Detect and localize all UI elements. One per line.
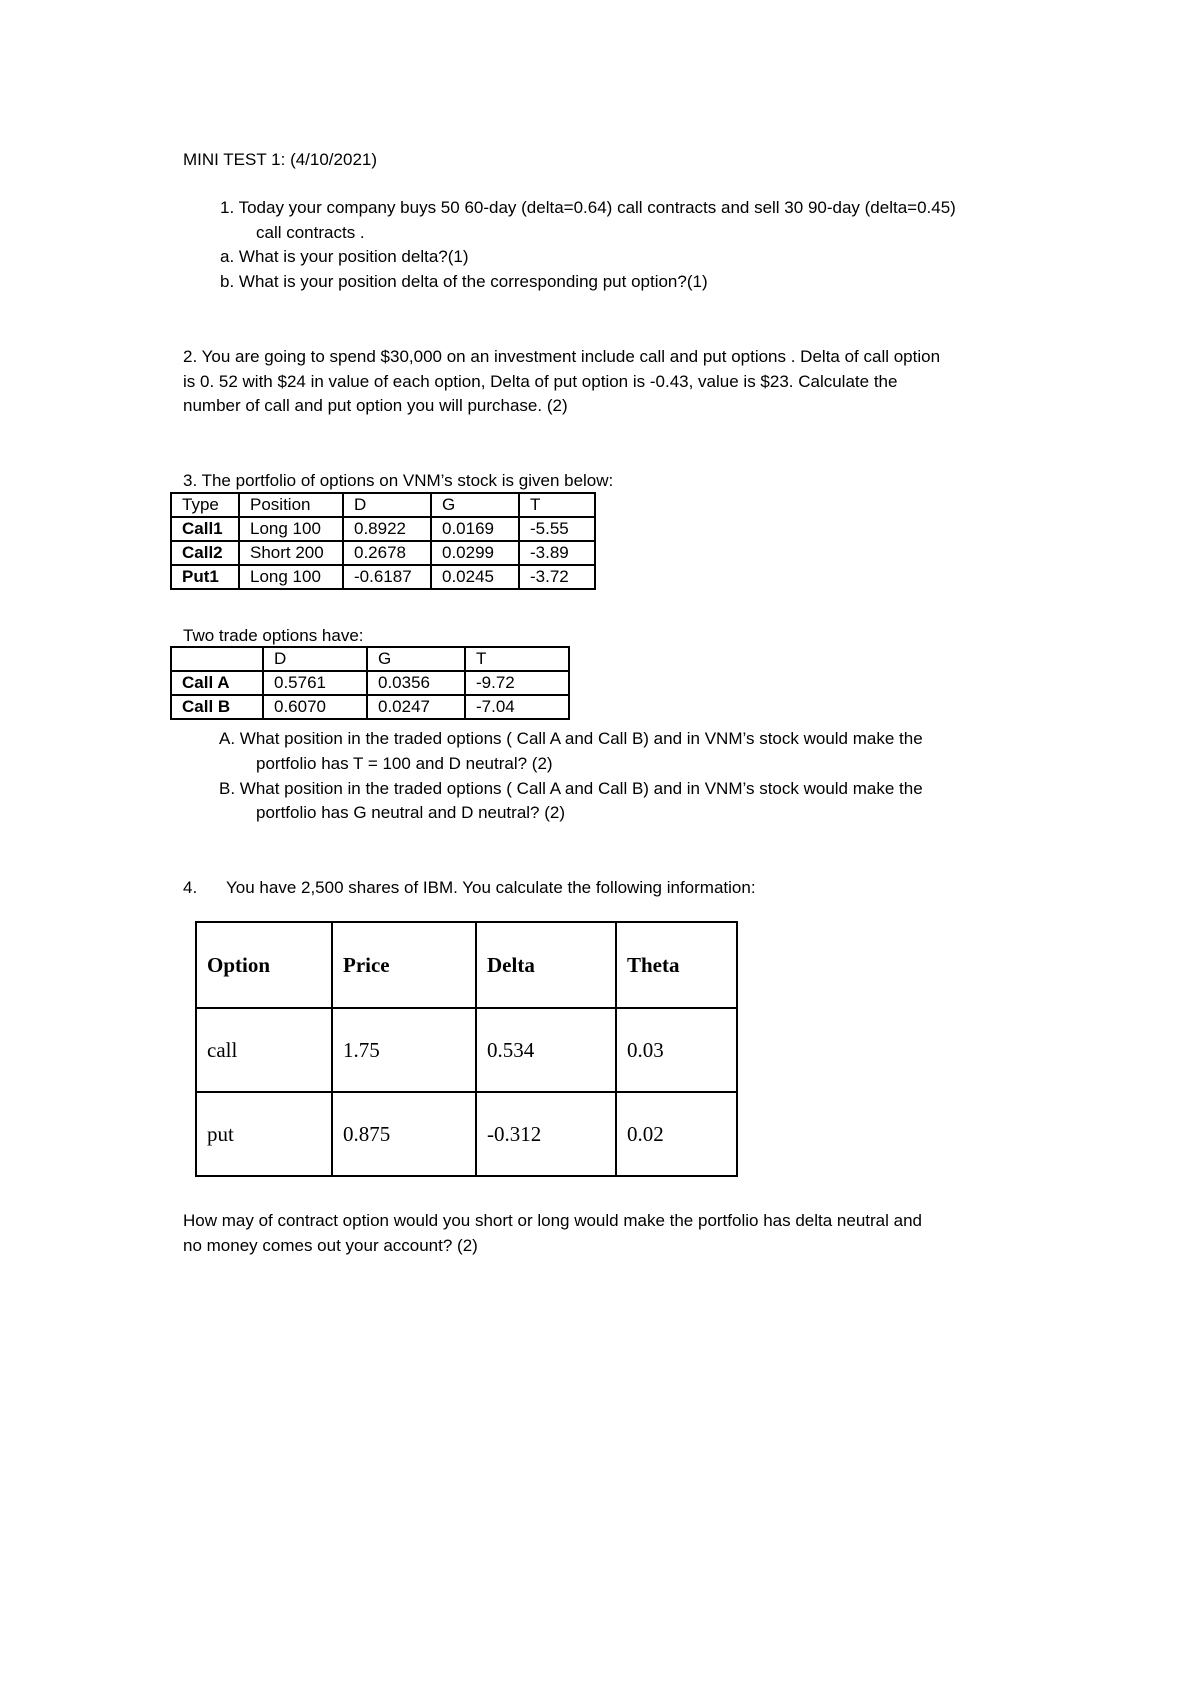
table-row xyxy=(196,1092,737,1176)
portfolio-header-cell: D xyxy=(343,493,431,517)
table-cell: -0.312 xyxy=(476,1092,616,1176)
table-row xyxy=(196,1008,737,1092)
table-cell: 0.0245 xyxy=(431,565,519,589)
table-cell: Put1 xyxy=(171,565,239,589)
table-cell: -3.72 xyxy=(519,565,595,589)
table-cell: 1.75 xyxy=(332,1008,476,1092)
table-cell: Call B xyxy=(171,695,263,719)
table-cell: -7.04 xyxy=(465,695,569,719)
table-cell: call xyxy=(196,1008,332,1092)
ibm-header-cell: Price xyxy=(332,922,476,1008)
q2-line-2: is 0. 52 with $24 in value of each option, Delta of put option is -0.43, value is $23. Calculate the xyxy=(183,372,898,391)
q3-part-a-line-1: A. What position in the traded options ( Call A and Call B) and in VNM’s stock would make the xyxy=(219,729,923,748)
q3-part-a-line-2: portfolio has T = 100 and D neutral? (2) xyxy=(256,754,553,773)
table-cell: 0.5761 xyxy=(263,671,367,695)
q1-part-a: a. What is your position delta?(1) xyxy=(220,247,469,266)
trade-header-cell: G xyxy=(367,647,465,671)
table-cell: Long 100 xyxy=(239,517,343,541)
q1-line-1: 1. Today your company buys 50 60-day (delta=0.64) call contracts and sell 30 90-day (delta=0.45) xyxy=(220,198,956,217)
q4-question-line-1: How may of contract option would you short or long would make the portfolio has delta neutral and xyxy=(183,1211,922,1230)
table-cell: 0.534 xyxy=(476,1008,616,1092)
table-cell: 0.875 xyxy=(332,1092,476,1176)
portfolio-header-cell: Type xyxy=(171,493,239,517)
portfolio-table xyxy=(170,492,596,590)
trade-header-cell: T xyxy=(465,647,569,671)
trade-options-intro: Two trade options have: xyxy=(183,626,364,645)
table-row xyxy=(171,517,595,541)
table-cell: Call2 xyxy=(171,541,239,565)
table-row xyxy=(171,671,569,695)
ibm-header-row xyxy=(196,922,737,1008)
q2-line-3: number of call and put option you will purchase. (2) xyxy=(183,396,568,415)
ibm-header-cell: Option xyxy=(196,922,332,1008)
q4-question-line-2: no money comes out your account? (2) xyxy=(183,1236,478,1255)
portfolio-header-cell: Position xyxy=(239,493,343,517)
trade-header-cell xyxy=(171,647,263,671)
table-cell: Call1 xyxy=(171,517,239,541)
table-cell: -5.55 xyxy=(519,517,595,541)
table-cell: 0.6070 xyxy=(263,695,367,719)
table-cell: -9.72 xyxy=(465,671,569,695)
table-cell: 0.03 xyxy=(616,1008,737,1092)
trade-options-table xyxy=(170,646,570,720)
table-cell: 0.0247 xyxy=(367,695,465,719)
q3-part-b-line-2: portfolio has G neutral and D neutral? (2) xyxy=(256,803,566,822)
test-title: MINI TEST 1: (4/10/2021) xyxy=(183,150,378,169)
q4-intro: You have 2,500 shares of IBM. You calculate the following information: xyxy=(226,878,756,897)
trade-header-cell: D xyxy=(263,647,367,671)
table-cell: Call A xyxy=(171,671,263,695)
table-cell: -3.89 xyxy=(519,541,595,565)
portfolio-header-cell: T xyxy=(519,493,595,517)
table-cell: put xyxy=(196,1092,332,1176)
table-cell: -0.6187 xyxy=(343,565,431,589)
table-cell: 0.2678 xyxy=(343,541,431,565)
trade-header-row xyxy=(171,647,569,671)
table-row xyxy=(171,541,595,565)
q3-intro: 3. The portfolio of options on VNM’s stock is given below: xyxy=(183,471,614,490)
table-cell: 0.02 xyxy=(616,1092,737,1176)
table-cell: Short 200 xyxy=(239,541,343,565)
table-cell: 0.0299 xyxy=(431,541,519,565)
q4-number: 4. xyxy=(183,878,198,897)
q1-line-2: call contracts . xyxy=(256,223,365,242)
q1-part-b: b. What is your position delta of the corresponding put option?(1) xyxy=(220,272,708,291)
table-cell: Long 100 xyxy=(239,565,343,589)
table-cell: 0.8922 xyxy=(343,517,431,541)
table-cell: 0.0169 xyxy=(431,517,519,541)
ibm-header-cell: Theta xyxy=(616,922,737,1008)
ibm-header-cell: Delta xyxy=(476,922,616,1008)
q3-part-b-line-1: B. What position in the traded options ( Call A and Call B) and in VNM’s stock would make the xyxy=(219,779,923,798)
table-row xyxy=(171,565,595,589)
portfolio-header-row xyxy=(171,493,595,517)
q2-line-1: 2. You are going to spend $30,000 on an investment include call and put options . Delta of call option xyxy=(183,347,941,366)
ibm-options-table xyxy=(195,921,738,1177)
portfolio-header-cell: G xyxy=(431,493,519,517)
table-cell: 0.0356 xyxy=(367,671,465,695)
table-row xyxy=(171,695,569,719)
